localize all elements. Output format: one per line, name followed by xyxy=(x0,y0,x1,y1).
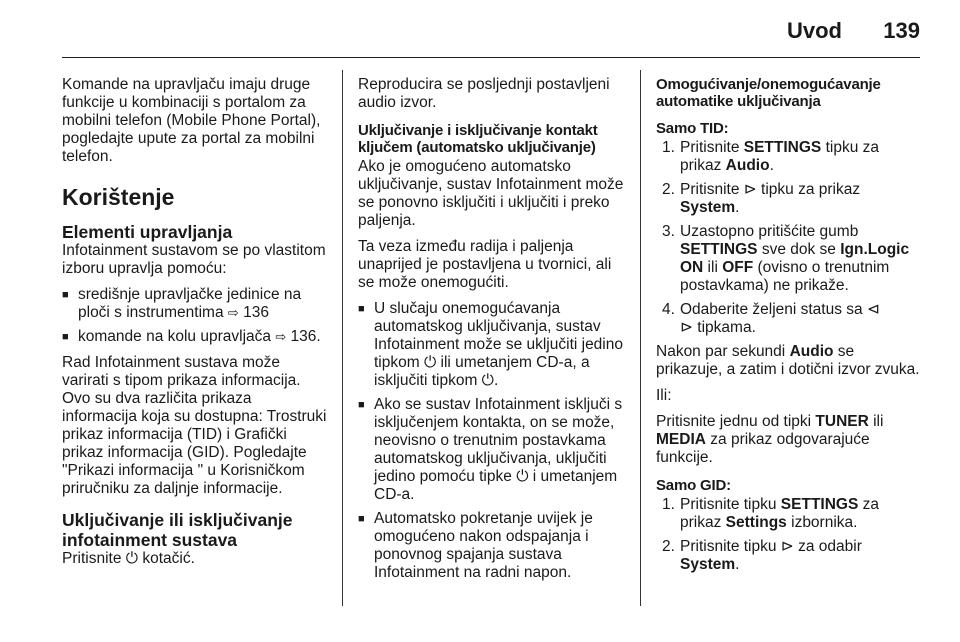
tuner-media-paragraph: Pritisnite jednu od tipki TUNER ili MEDIA za prikaz odgovarajuće funkcije. xyxy=(656,413,884,466)
controls-paragraph: Infotainment sustavom se po vlastitom izboru upravlja pomoću: xyxy=(62,242,326,277)
page-ref[interactable]: 136 xyxy=(243,304,269,321)
media-key: MEDIA xyxy=(656,431,706,448)
column-1 xyxy=(62,76,328,576)
heading-ignition: Uključivanje i isključivanje kontakt ključem (automatsko uključivanje) xyxy=(358,122,598,156)
after-seconds-paragraph: Nakon par sekundi Audio se prikazuje, a zatim i dotični izvor zvuka. xyxy=(656,343,920,378)
list-item: ■ Ako se sustav Infotainment isključi s isključenjem kontakta, on se može, neovisno o trenutnim postavkama automatskog uključivanja, uključiti jedino pomoću tipke ⏻ i umetanjem CD-a. xyxy=(358,396,624,504)
column-divider xyxy=(640,70,641,606)
heading-power: Uključivanje ili isključivanje infotainment sustava xyxy=(62,510,293,550)
display-paragraph: Rad Infotainment sustava može varirati s tipom prikaza informacija. Ovo su dva različita prikaza informacija koja su dostupna: Trostruki prikaz informacija (TID) i Grafički prikaz informacija (GID). Pogledajte "Prikazi informacija " u Korisničkom priručniku za daljnje informacije. xyxy=(62,354,327,497)
heading-usage: Korištenje xyxy=(62,184,175,210)
ignition-paragraph: Ako je omogućeno automatsko uključivanje, sustav Infotainment može se ponovno isključiti i uključiti i preko paljenja. xyxy=(358,158,624,229)
heading-tid: Samo TID: xyxy=(656,120,729,137)
heading-gid: Samo GID: xyxy=(656,477,731,494)
or-paragraph: Ili: xyxy=(656,387,672,404)
tuner-key: TUNER xyxy=(815,413,869,430)
ignition-list xyxy=(358,300,624,582)
power-paragraph: Pritisnite ⏻ kotačić. xyxy=(62,550,195,567)
power-icon: ⏻ xyxy=(481,372,494,389)
arrow-left-icon: ⊲ xyxy=(866,301,880,318)
column-2 xyxy=(358,76,624,590)
intro-paragraph: Komande na upravljaču imaju druge funkcije u kombinaciji s portalom za mobilni telefon (Mobile Phone Portal), pogledajte upute za portal za mobilni telefon. xyxy=(62,76,321,165)
arrow-right-icon: ⊳ xyxy=(780,538,794,555)
list-item: 3. Uzastopno pritišćite gumb SETTINGS sve dok se Ign.Logic ON ili OFF (ovisno o trenutnim postavkama) ne prikaže. xyxy=(662,223,910,294)
list-item: 2. Pritisnite tipku ⊳ za odabir System. xyxy=(662,538,862,573)
header-rule xyxy=(62,57,920,58)
heading-auto-on: Omogućivanje/onemogućavanje automatike uključivanja xyxy=(656,76,881,110)
list-item: ■ Automatsko pokretanje uvijek je omogućeno nakon odspajanja i ponovnog spajanja sustava Infotainment na radni napon. xyxy=(358,510,624,582)
heading-controls: Elementi upravljanja xyxy=(62,222,233,242)
list-item: ■ središnje upravljačke jedinice na ploči s instrumentima ⇨ 136 xyxy=(62,286,328,322)
arrow-right-icon: ⊳ xyxy=(680,319,693,336)
factory-paragraph: Ta veza između radija i paljenja unaprijed je postavljena u tvornici, ali se može onemogućiti. xyxy=(358,238,612,291)
tid-steps xyxy=(656,139,922,337)
arrow-right-icon: ⊳ xyxy=(743,181,757,198)
column-divider xyxy=(342,70,343,606)
settings-key: SETTINGS xyxy=(743,139,822,156)
list-item: 1. Pritisnite SETTINGS tipku za prikaz Audio. xyxy=(662,139,879,174)
gid-steps xyxy=(656,496,922,574)
column-3 xyxy=(656,76,922,580)
audio-source-paragraph: Reproducira se posljednji postavljeni audio izvor. xyxy=(358,76,610,111)
settings-key: SETTINGS xyxy=(680,241,758,258)
list-item: ■ U slučaju onemogućavanja automatskog uključivanja, sustav Infotainment može se uključiti jedino tipkom ⏻ ili umetanjem CD-a, a isključiti tipkom ⏻. xyxy=(358,300,624,390)
list-item: 1. Pritisnite tipku SETTINGS za prikaz Settings izbornika. xyxy=(662,496,879,531)
power-icon: ⏻ xyxy=(516,468,529,485)
power-icon: ⏻ xyxy=(423,354,437,371)
page-number: 139 xyxy=(883,18,920,43)
list-item: 4. Odaberite željeni status sa ⊲ ⊳ tipkama. xyxy=(662,301,880,336)
power-icon: ⏻ xyxy=(125,550,139,567)
settings-key: SETTINGS xyxy=(780,496,859,513)
page-header xyxy=(0,18,960,48)
list-item: 2. Pritisnite ⊳ tipku za prikaz System. xyxy=(662,181,861,216)
page-ref[interactable]: 136. xyxy=(290,328,321,345)
page-ref-icon: ⇨ xyxy=(275,329,287,344)
list-item: ■ komande na kolu upravljača ⇨ 136. xyxy=(62,328,328,346)
page-ref-icon: ⇨ xyxy=(227,305,239,320)
section-title: Uvod xyxy=(787,18,842,43)
controls-list xyxy=(62,286,328,346)
